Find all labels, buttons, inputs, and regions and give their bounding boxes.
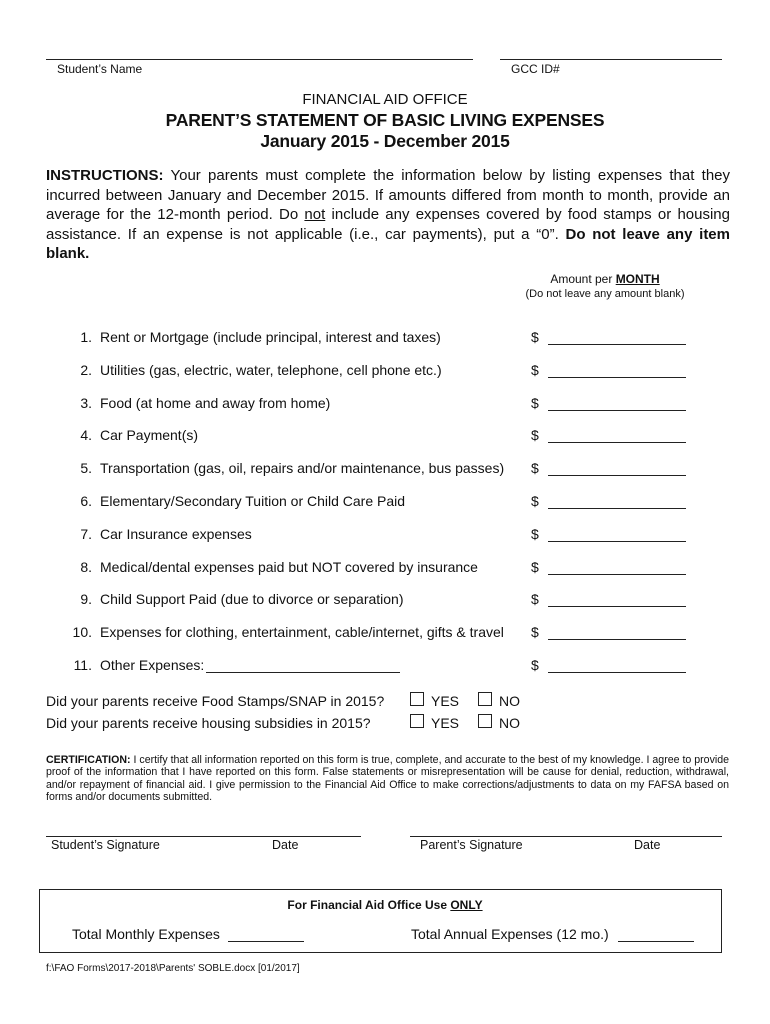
dollar-sign: $	[531, 591, 539, 608]
other-expenses-description-field[interactable]	[206, 672, 400, 673]
footer-path: f:\FAO Forms\2017-2018\Parents' SOBLE.docx [01/2017]	[46, 963, 300, 974]
food-stamps-yes-checkbox[interactable]	[410, 692, 424, 706]
amount-field[interactable]	[548, 672, 686, 673]
dollar-sign: $	[531, 460, 539, 477]
office-use-title	[0, 898, 770, 912]
instructions-emphasis: Do not leave any item blank.	[46, 225, 730, 263]
amount-field[interactable]	[548, 606, 686, 607]
office-use-only: ONLY	[450, 898, 483, 912]
dollar-sign: $	[531, 361, 539, 378]
expense-item-number: 1.	[80, 329, 92, 345]
total-monthly-label: Total Monthly Expenses	[72, 926, 220, 942]
expense-item-number: 3.	[80, 394, 92, 411]
parent-signature-line[interactable]	[410, 836, 722, 837]
dollar-sign: $	[531, 493, 539, 509]
expense-item	[0, 395, 770, 415]
amount-field[interactable]	[548, 344, 686, 345]
housing-no-label: NO	[499, 715, 520, 731]
amount-field[interactable]	[548, 475, 686, 476]
amount-field[interactable]	[548, 639, 686, 640]
housing-yes-label: YES	[431, 715, 460, 731]
student-date-label: Date	[272, 838, 299, 852]
amount-field[interactable]	[548, 442, 686, 443]
food-stamps-no-label: NO	[499, 693, 520, 709]
instructions-text-1: Your parents must complete the information below by listing expenses that they incurred between January and December 2015. If amounts differed from month to month, provide an average for the 12-month period. Do	[46, 167, 730, 224]
total-annual-label: Total Annual Expenses (12 mo.)	[411, 926, 609, 942]
total-monthly-field[interactable]	[228, 941, 304, 942]
amount-field[interactable]	[548, 508, 686, 509]
amount-field[interactable]	[548, 377, 686, 378]
instructions-text-2: include any expenses covered by food stamps or housing assistance. If an expense is not applicable (i.e., car payments), put a “0”.	[46, 206, 730, 243]
expense-item	[0, 624, 770, 644]
certification-text: I certify that all information reported on this form is true, complete, and accurate to the best of my knowledge. I agree to provide proof of the information that I have reported on this form. False statements or misrepresentation will be cause for denial, reduction, withdrawal, and/or repayment of financial aid. I give permission to the Financial Aid Office to make corrections/adjustments to data on my FAFSA based on forms and/or documents submitted.	[46, 754, 729, 804]
period-title: January 2015 - December 2015	[260, 131, 510, 151]
expense-item	[0, 362, 770, 382]
amount-header-note: (Do not leave any amount blank)	[525, 288, 685, 300]
expense-item-label: Child Support Paid (due to divorce or separation)	[100, 591, 404, 608]
expense-item-label: Car Payment(s)	[100, 427, 199, 444]
instructions	[46, 166, 730, 264]
parent-signature-label: Parent’s Signature	[420, 838, 523, 852]
gcc-id-line[interactable]	[500, 59, 722, 60]
expense-item-label: Elementary/Secondary Tuition or Child Care Paid	[100, 493, 406, 509]
student-name-label: Student’s Name	[57, 62, 143, 76]
dollar-sign: $	[531, 525, 539, 542]
food-stamps-yes-label: YES	[431, 693, 460, 709]
certification-lead: CERTIFICATION:	[46, 754, 131, 766]
parent-date-label: Date	[634, 838, 661, 852]
expense-item-number: 7.	[80, 525, 92, 542]
expense-item	[0, 591, 770, 611]
expense-item-number: 8.	[80, 558, 92, 575]
expense-item	[0, 657, 770, 677]
expense-item	[0, 427, 770, 447]
food-stamps-no-checkbox[interactable]	[478, 692, 492, 706]
office-use-prefix: For Financial Aid Office Use	[287, 898, 451, 912]
expense-item-number: 6.	[80, 493, 92, 509]
page-title: PARENT’S STATEMENT OF BASIC LIVING EXPENSES	[165, 110, 605, 130]
expense-item-number: 9.	[80, 591, 92, 608]
expense-item-label: Expenses for clothing, entertainment, cable/internet, gifts & travel	[100, 624, 504, 641]
expense-item-number: 2.	[80, 361, 92, 378]
student-signature-label: Student’s Signature	[51, 838, 160, 852]
student-name-line[interactable]	[46, 59, 473, 60]
student-signature-line[interactable]	[46, 836, 361, 837]
dollar-sign: $	[531, 657, 539, 673]
expense-item	[0, 526, 770, 546]
expense-item-label: Other Expenses:	[100, 657, 205, 673]
question-food-stamps: Did your parents receive Food Stamps/SNAP in 2015?	[46, 693, 385, 709]
expense-item-number: 10.	[72, 624, 92, 641]
amount-header	[470, 272, 740, 286]
expense-item-number: 11.	[73, 657, 92, 673]
amount-header-prefix: Amount per	[550, 272, 616, 286]
expense-item-label: Transportation (gas, oil, repairs and/or maintenance, bus passes)	[100, 460, 505, 477]
gcc-id-label: GCC ID#	[511, 62, 560, 76]
certification	[46, 754, 729, 804]
expense-item-number: 5.	[80, 460, 92, 477]
expense-item-label: Car Insurance expenses	[100, 525, 252, 542]
total-annual-field[interactable]	[618, 941, 694, 942]
dollar-sign: $	[531, 329, 539, 345]
expense-item-number: 4.	[80, 427, 92, 444]
dollar-sign: $	[531, 427, 539, 444]
question-housing: Did your parents receive housing subsidies in 2015?	[46, 715, 371, 731]
expense-item-label: Rent or Mortgage (include principal, interest and taxes)	[100, 329, 441, 345]
amount-field[interactable]	[548, 410, 686, 411]
expense-item	[0, 460, 770, 480]
amount-field[interactable]	[548, 574, 686, 575]
expense-item	[0, 559, 770, 579]
office-name: FINANCIAL AID OFFICE	[302, 91, 468, 108]
expense-item-label: Food (at home and away from home)	[100, 394, 331, 411]
expense-item	[0, 329, 770, 349]
expense-item-label: Medical/dental expenses paid but NOT covered by insurance	[100, 558, 478, 575]
housing-yes-checkbox[interactable]	[410, 714, 424, 728]
housing-no-checkbox[interactable]	[478, 714, 492, 728]
expense-item	[0, 493, 770, 513]
amount-header-unit: MONTH	[615, 272, 660, 286]
expense-item-label: Utilities (gas, electric, water, telephone, cell phone etc.)	[100, 361, 442, 378]
dollar-sign: $	[531, 624, 539, 641]
amount-field[interactable]	[548, 541, 686, 542]
instructions-lead: INSTRUCTIONS:	[46, 167, 164, 184]
instructions-not: not	[304, 206, 326, 224]
dollar-sign: $	[531, 394, 539, 411]
dollar-sign: $	[531, 558, 539, 575]
